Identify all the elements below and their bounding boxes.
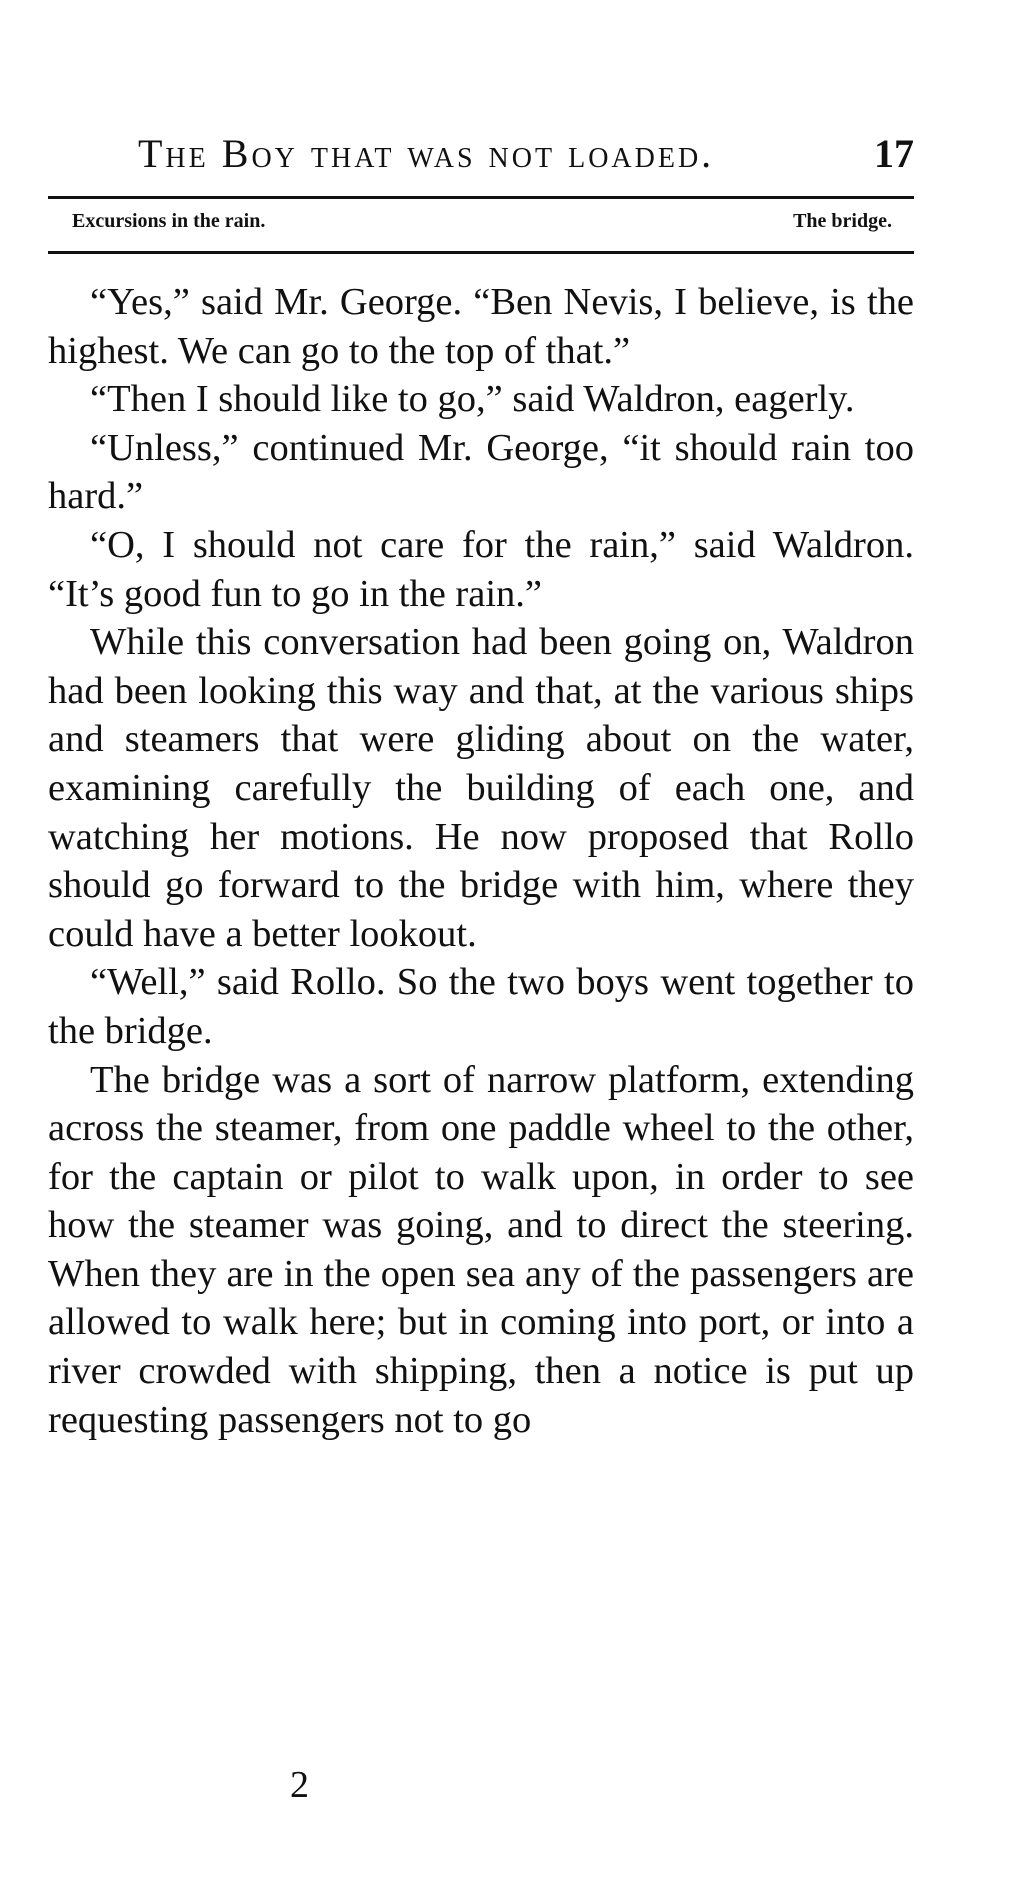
running-head — [48, 130, 914, 180]
running-title: The Boy that was not loaded. — [138, 131, 715, 176]
subheading-left: Excursions in the rain. — [72, 210, 266, 232]
section-subheading — [72, 210, 892, 240]
paragraph: The bridge was a sort of narrow platform, extending across the steamer, from one paddle wheel to the other, for the captain or pilot to walk upon, in order to see how the steamer was going, and to direct the steering. When they are in the open sea any of the passengers are allowed to walk here; but in coming into port, or into a river crowded with shipping, then a notice is put up requesting passengers not to go — [48, 1058, 914, 1441]
signature-mark: 2 — [290, 1764, 309, 1806]
header-rule-bottom — [48, 251, 914, 254]
paragraph: “Well,” said Rollo. So the two boys went together to the bridge. — [48, 961, 914, 1052]
header-rule-top — [48, 196, 914, 199]
paragraph: “O, I should not care for the rain,” said Waldron. “It’s good fun to go in the rain.” — [48, 523, 914, 615]
subheading-right: The bridge. — [793, 210, 892, 232]
paragraph: “Then I should like to go,” said Waldron, eagerly. — [90, 378, 855, 421]
page-number: 17 — [874, 131, 914, 176]
paragraph: “Unless,” continued Mr. George, “it should rain too hard.” — [48, 426, 914, 518]
paragraph: “Yes,” said Mr. George. “Ben Nevis, I believe, is the highest. We can go to the top of that.” — [48, 281, 914, 372]
body-text — [48, 278, 914, 1444]
paragraph: While this conversation had been going on, Waldron had been looking this way and that, at the various ships and steamers that were gliding about on the water, examining carefully the building of each one, and watching her motions. He now proposed that Rollo should go forward to the bridge with him, where they could have a better lookout. — [48, 621, 914, 955]
